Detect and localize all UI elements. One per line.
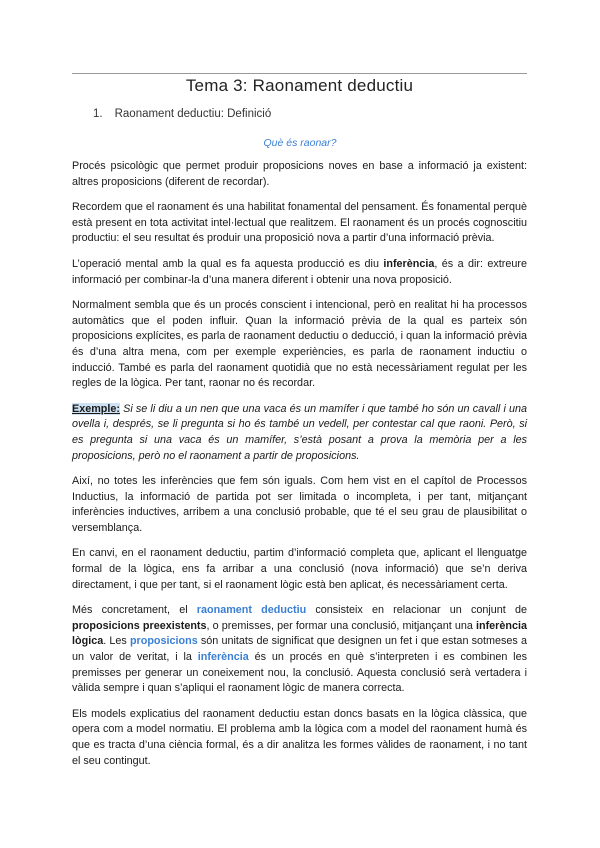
paragraph-6: En canvi, en el raonament deductiu, partim d’informació completa que, aplicant el llenguatge formal de la lògica, ens fa arribar a una conclusió (nova informació) que se’n deriva directament, i que per tant, si el raonament lògic està ben aplicat, és necessàriament certa. bbox=[72, 547, 527, 591]
p7-c: consisteix en relacionar un conjunt de bbox=[306, 604, 527, 617]
p7-g: . Les bbox=[103, 635, 130, 648]
subtitle: Què és raonar? bbox=[263, 137, 337, 149]
page-title: Tema 3: Raonament deductiu bbox=[72, 73, 527, 96]
paragraph-3-text-a: L’operació mental amb la qual es fa aquesta producció es diu bbox=[72, 257, 384, 270]
paragraph-3-text-c: , és a dir: extreure informació per combinar-la d’una manera diferent i obtenir una nova proposició. bbox=[72, 257, 528, 286]
paragraph-3 bbox=[72, 257, 527, 288]
section-label: Raonament deductiu: Definició bbox=[114, 108, 272, 120]
example-text: Si se li diu a un nen que una vaca és un mamífer i que també ho són un cavall i una ovella i, després, se li pregunta si ho és també un vedell, per contestar cal que raoni. Però, si es pregunta si una vaca és un mamífer, s’està posant a prova la memòria per a les proposicions, però no el raonament a partir de proposicions. bbox=[72, 402, 527, 462]
paragraph-8: Els models explicatius del raonament deductiu estan doncs basats en la lògica clàssica, que opera com a model normatiu. El problema amb la lògica com a model del raonament humà és que es tracta d’una ciència formal, és a dir analitza les formes vàlides de raonament, i no tant el seu contingut. bbox=[72, 707, 527, 767]
term-inferencia-logica: inferència lògica bbox=[72, 619, 527, 648]
section-number: 1. bbox=[93, 108, 103, 120]
document-body bbox=[72, 159, 527, 779]
term-proposicions-preexistents: proposicions preexistents bbox=[72, 619, 207, 632]
term-inferencia: inferència bbox=[383, 257, 435, 270]
term-proposicions: proposicions bbox=[129, 635, 198, 648]
paragraph-7 bbox=[72, 603, 527, 697]
paragraph-4: Normalment sembla que és un procés conscient i intencional, però en realitat hi ha processos automàtics que el poden influir. Quan la informació prèvia de la qual es parteix són proposicions explícites, es parla de raonament deductiu o deducció, i quan la informació prèvia és d’una altra mena, com per exemple experiències, es parla de raonament inductiu o inducció. També es parla del raonament quotidià que no està necessàriament regulat per les regles de la lògica. Per tant, raonar no és recordar. bbox=[72, 299, 527, 390]
paragraph-5: Així, no totes les inferències que fem són iguals. Com hem vist en el capítol de Processos Inductius, la informació de partida pot ser limitada o incompleta, i per tant, mitjançant inferències inductives, arribem a una conclusió probable, que té el seu grau de plausibilitat o versemblança. bbox=[72, 475, 527, 534]
example-label: Exemple: bbox=[72, 402, 121, 415]
p7-k: és un procés en què s’interpreten i es combinen les premisses per generar un coneixement nou, la conclusió. Aquesta conclusió serà vertadera i vàlida sempre i quan s’apliqui el raonament lògic de manera correcta. bbox=[72, 651, 527, 695]
section-heading bbox=[93, 108, 271, 120]
p7-i: són unitats de significat que designen un fet i que estan sotmeses a un valor de veritat, i la bbox=[72, 635, 527, 664]
term-raonament-deductiu: raonament deductiu bbox=[196, 604, 307, 617]
example-paragraph bbox=[72, 402, 527, 464]
p7-a: Més concretament, el bbox=[72, 604, 197, 617]
term-inferencia-2: inferència bbox=[197, 651, 249, 664]
paragraph-2: Recordem que el raonament és una habilitat fonamental del pensament. És fonamental perquè està present en tota activitat intel·lectual que realitzem. El raonament és un procés cognoscitiu productiu: el seu resultat és produir una proposició nova a partir d’una informació prèvia. bbox=[72, 201, 527, 245]
p7-e: , o premisses, per formar una conclusió, mitjançant una bbox=[206, 619, 476, 632]
paragraph-1: Procés psicològic que permet produir proposicions noves en base a informació ja existent: altres proposicions (diferent de recordar). bbox=[72, 160, 527, 188]
